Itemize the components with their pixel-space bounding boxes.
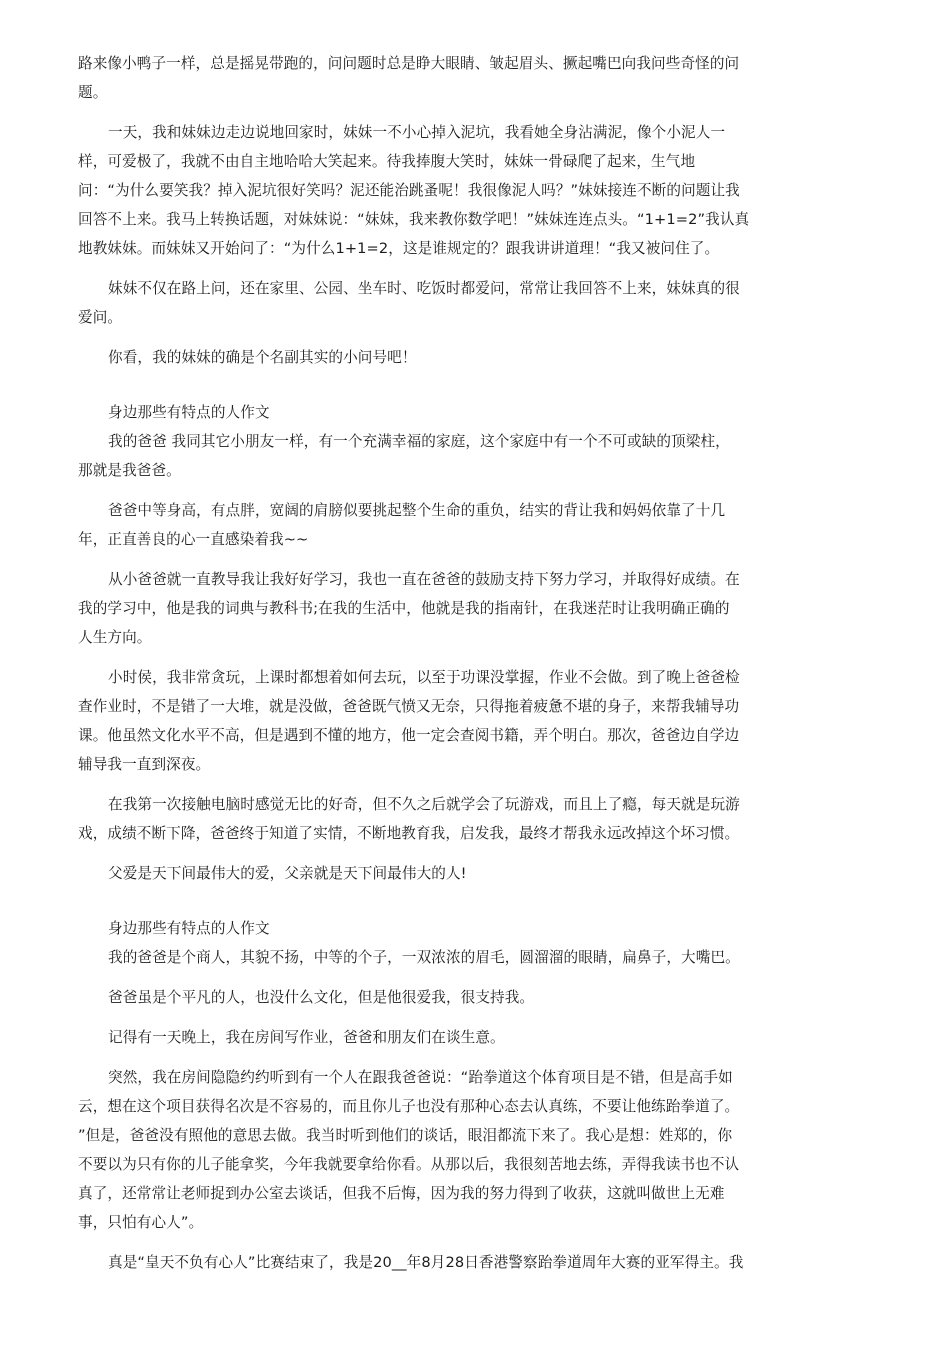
- text-line: 我的学习中，他是我的词典与教科书;在我的生活中，他就是我的指南针，在我迷茫时让我明确正确的: [78, 600, 730, 617]
- text-line: 一天，我和妹妹边走边说地回家时，妹妹一不小心掉入泥坑，我看她全身沾满泥，像个小泥人一: [108, 124, 726, 141]
- text-line: 我的爸爸是个商人，其貌不扬，中等的个子，一双浓浓的眉毛，圆溜溜的眼睛，扁鼻子，大嘴巴。: [108, 949, 740, 966]
- text-line: 突然，我在房间隐隐约约听到有一个人在跟我爸爸说：“跆拳道这个体育项目是不错，但是高手如: [108, 1069, 733, 1086]
- text-line: 那就是我爸爸。: [78, 462, 181, 479]
- text-line: 云，想在这个项目获得名次是不容易的，而且你儿子也没有那种心态去认真练，不要让他练跆拳道了。: [78, 1098, 740, 1115]
- text-line: 课。他虽然文化水平不高，但是遇到不懂的地方，他一定会查阅书籍，弄个明白。那次，爸爸边自学边: [78, 727, 740, 744]
- text-line: 人生方向。: [78, 629, 152, 646]
- text-line: 父爱是天下间最伟大的爱，父亲就是天下间最伟大的人!: [108, 865, 467, 882]
- text-line: 真是“皇天不负有心人”比赛结束了，我是20__年8月28日香港警察跆拳道周年大赛的亚军得主。我: [108, 1254, 744, 1271]
- text-line: 题。: [78, 84, 108, 101]
- text-line: ”但是，爸爸没有照他的意思去做。我当时听到他们的谈话，眼泪都流下来了。我心是想：姓郑的，你: [78, 1127, 733, 1144]
- text-line: 样，可爱极了，我就不由自主地哈哈大笑起来。待我捧腹大笑时，妹妹一骨碌爬了起来，生气地: [78, 153, 696, 170]
- text-line: 事，只怕有心人”。: [78, 1214, 204, 1231]
- text-line: 小时侯，我非常贪玩，上课时都想着如何去玩，以至于功课没掌握，作业不会做。到了晚上爸爸检: [108, 669, 740, 686]
- text-line: 从小爸爸就一直教导我让我好好学习，我也一直在爸爸的鼓励支持下努力学习，并取得好成绩。在: [108, 571, 740, 588]
- text-line: 爱问。: [78, 309, 123, 326]
- text-line: 问：“为什么要笑我？掉入泥坑很好笑吗？泥还能治跳蚤呢！我很像泥人吗？”妹妹接连不断的问题让我: [78, 182, 740, 199]
- text-line: 年，正直善良的心一直感染着我~~: [78, 531, 309, 548]
- text-line: 不要以为只有你的儿子能拿奖，今年我就要拿给你看。从那以后，我很刻苦地去练，弄得我读书也不认: [78, 1156, 740, 1173]
- text-line: 回答不上来。我马上转换话题，对妹妹说：“妹妹，我来教你数学吧！”妹妹连连点头。“1+1=2”我认真: [78, 211, 750, 228]
- text-line: 查作业时，不是错了一大堆，就是没做，爸爸既气愤又无奈，只得拖着疲惫不堪的身子，来帮我辅导功: [78, 698, 740, 715]
- text-line: 妹妹不仅在路上问，还在家里、公园、坐车时、吃饭时都爱问，常常让我回答不上来，妹妹真的很: [108, 280, 740, 297]
- text-line: 辅导我一直到深夜。: [78, 756, 211, 773]
- text-line: 在我第一次接触电脑时感觉无比的好奇，但不久之后就学会了玩游戏，而且上了瘾，每天就是玩游: [108, 796, 740, 813]
- text-line: 路来像小鸭子一样，总是摇晃带跑的，问问题时总是睁大眼睛、皱起眉头、撅起嘴巴向我问些奇怪的问: [78, 55, 740, 72]
- text-line: 地教妹妹。而妹妹又开始问了：“为什么1+1=2，这是谁规定的？跟我讲讲道理！“我又被问住了。: [78, 240, 720, 257]
- text-line: 你看，我的妹妹的确是个名副其实的小问号吧！: [108, 349, 417, 366]
- text-line: 我的爸爸 我同其它小朋友一样，有一个充满幸福的家庭，这个家庭中有一个不可或缺的顶梁柱，: [108, 433, 730, 450]
- section-heading: 身边那些有特点的人作文: [108, 920, 270, 937]
- text-line: 爸爸中等身高，有点胖，宽阔的肩膀似要挑起整个生命的重负，结实的背让我和妈妈依靠了十几: [108, 502, 726, 519]
- text-line: 爸爸虽是个平凡的人，也没什么文化，但是他很爱我，很支持我。: [108, 989, 535, 1006]
- text-line: 戏，成绩不断下降，爸爸终于知道了实情，不断地教育我，启发我，最终才帮我永远改掉这个坏习惯。: [78, 825, 740, 842]
- section-heading: 身边那些有特点的人作文: [108, 404, 270, 421]
- text-line: 真了，还常常让老师捉到办公室去谈话，但我不后悔，因为我的努力得到了收获，这就叫做世上无难: [78, 1185, 725, 1202]
- text-line: 记得有一天晚上，我在房间写作业，爸爸和朋友们在谈生意。: [108, 1029, 505, 1046]
